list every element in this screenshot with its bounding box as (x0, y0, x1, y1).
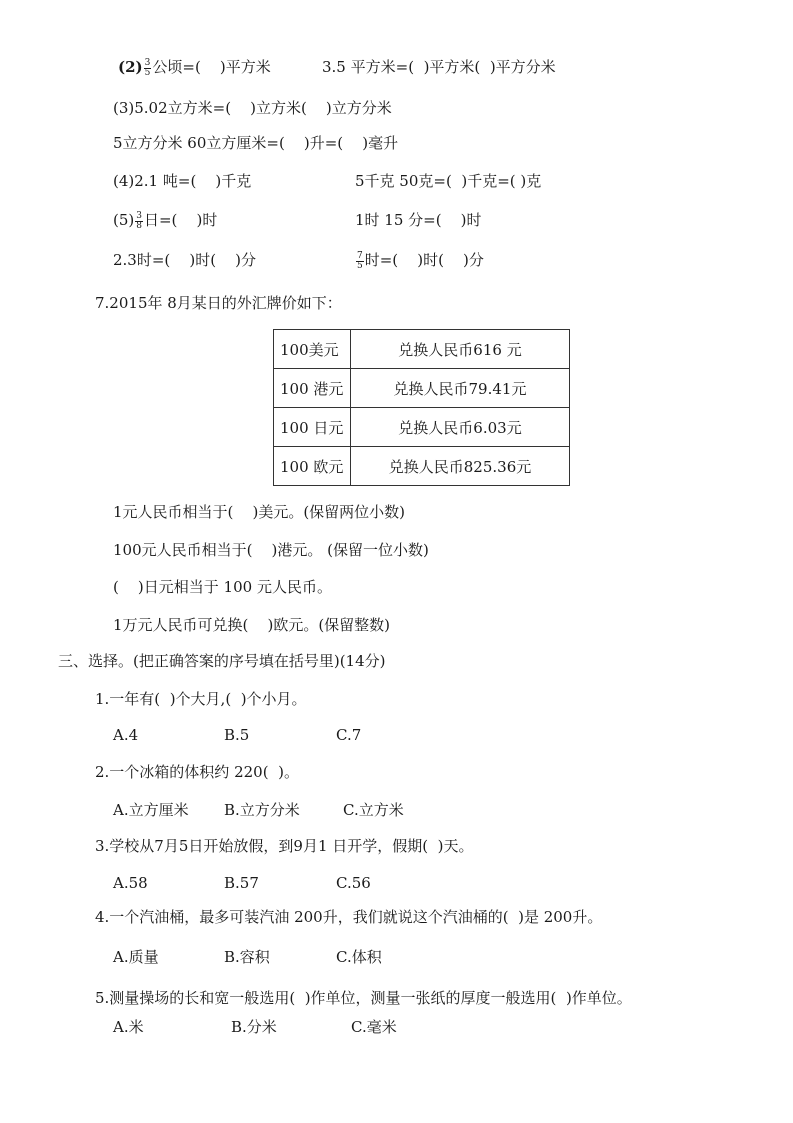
q7-sub-2: 100元人民币相当于( )港元。 (保留一位小数) (113, 541, 429, 559)
rate-cell: 兑换人民币6.03元 (351, 408, 570, 447)
table-row (274, 408, 570, 447)
option-a: A.58 (113, 874, 148, 892)
option-b: B.5 (224, 726, 250, 744)
currency-cell: 100 日元 (274, 408, 351, 447)
table-row (274, 369, 570, 408)
option-a: A.4 (113, 726, 139, 744)
q6-line-2a: (2) $\frac{3}{5}$ 公顷=( )平方米 (118, 57, 271, 78)
option-b: B.立方分米 (224, 801, 300, 819)
currency-cell: 100 欧元 (274, 447, 351, 486)
q7-sub-3: ( )日元相当于 100 元人民币。 (113, 578, 332, 596)
currency-cell: 100 港元 (274, 369, 351, 408)
currency-cell: 100美元 (274, 330, 351, 369)
choice-question-1: 1.一年有( )个大月,( )个小月。 (95, 690, 307, 708)
rate-cell: 兑换人民币616 元 (351, 330, 570, 369)
q6-line-3b: 5立方分米 60立方厘米=( )升=( )毫升 (113, 134, 399, 152)
q6-line-5b: 1时 15 分=( )时 (355, 211, 482, 229)
choice-question-3: 3.学校从7月5日开始放假，到9月1 日开学，假期( )天。 (95, 837, 474, 855)
q6-item-number: (2) (118, 58, 143, 76)
option-c: C.毫米 (351, 1018, 397, 1036)
option-b: B.容积 (224, 948, 270, 966)
option-a: A.质量 (113, 948, 159, 966)
q7-sub-4: 1万元人民币可兑换( )欧元。(保留整数) (113, 616, 391, 634)
q7-sub-1: 1元人民币相当于( )美元。(保留两位小数) (113, 503, 406, 521)
q6-line-2b: 3.5 平方米=( )平方米( )平方分米 (322, 58, 556, 76)
choice-question-2: 2.一个冰箱的体积约 220( )。 (95, 763, 299, 781)
table-row (274, 330, 570, 369)
option-c: C.体积 (336, 948, 382, 966)
q6-line-5a: (5) $\frac{3}{8}$ 日=( )时 (113, 210, 218, 231)
option-b: B.57 (224, 874, 259, 892)
option-b: B.分米 (231, 1018, 277, 1036)
option-c: C.56 (336, 874, 371, 892)
q6-line-6a: 2.3时=( )时( )分 (113, 251, 256, 269)
option-a: A.米 (113, 1018, 144, 1036)
option-c: C.7 (336, 726, 362, 744)
q6-line-4a: (4)2.1 吨=( )千克 (113, 172, 252, 190)
q6-line-6b: $\frac{7}{5}$ 时=( )时( )分 (357, 250, 484, 271)
choice-question-4: 4.一个汽油桶，最多可装汽油 200升，我们就说这个汽油桶的( )是 200升。 (95, 908, 603, 926)
q7-title: 7.2015年 8月某日的外汇牌价如下： (95, 294, 342, 312)
option-c: C.立方米 (343, 801, 404, 819)
fraction: $\frac{3}{8}$ (136, 210, 142, 231)
fraction: $\frac{3}{5}$ (144, 57, 151, 78)
q6-line-3: (3)5.02立方米=( )立方米( )立方分米 (113, 99, 392, 117)
fraction: $\frac{7}{5}$ (357, 250, 363, 271)
option-a: A.立方厘米 (113, 801, 189, 819)
rate-cell: 兑换人民币825.36元 (351, 447, 570, 486)
q6-line-4b: 5千克 50克=( )千克=( )克 (355, 172, 542, 190)
section-3-heading: 三、选择。(把正确答案的序号填在括号里)(14分) (58, 652, 386, 670)
table-row (274, 447, 570, 486)
choice-question-5: 5.测量操场的长和宽一般选用( )作单位，测量一张纸的厚度一般选用( )作单位。 (95, 989, 632, 1007)
rate-cell: 兑换人民币79.41元 (351, 369, 570, 408)
exchange-rate-table (273, 329, 570, 486)
